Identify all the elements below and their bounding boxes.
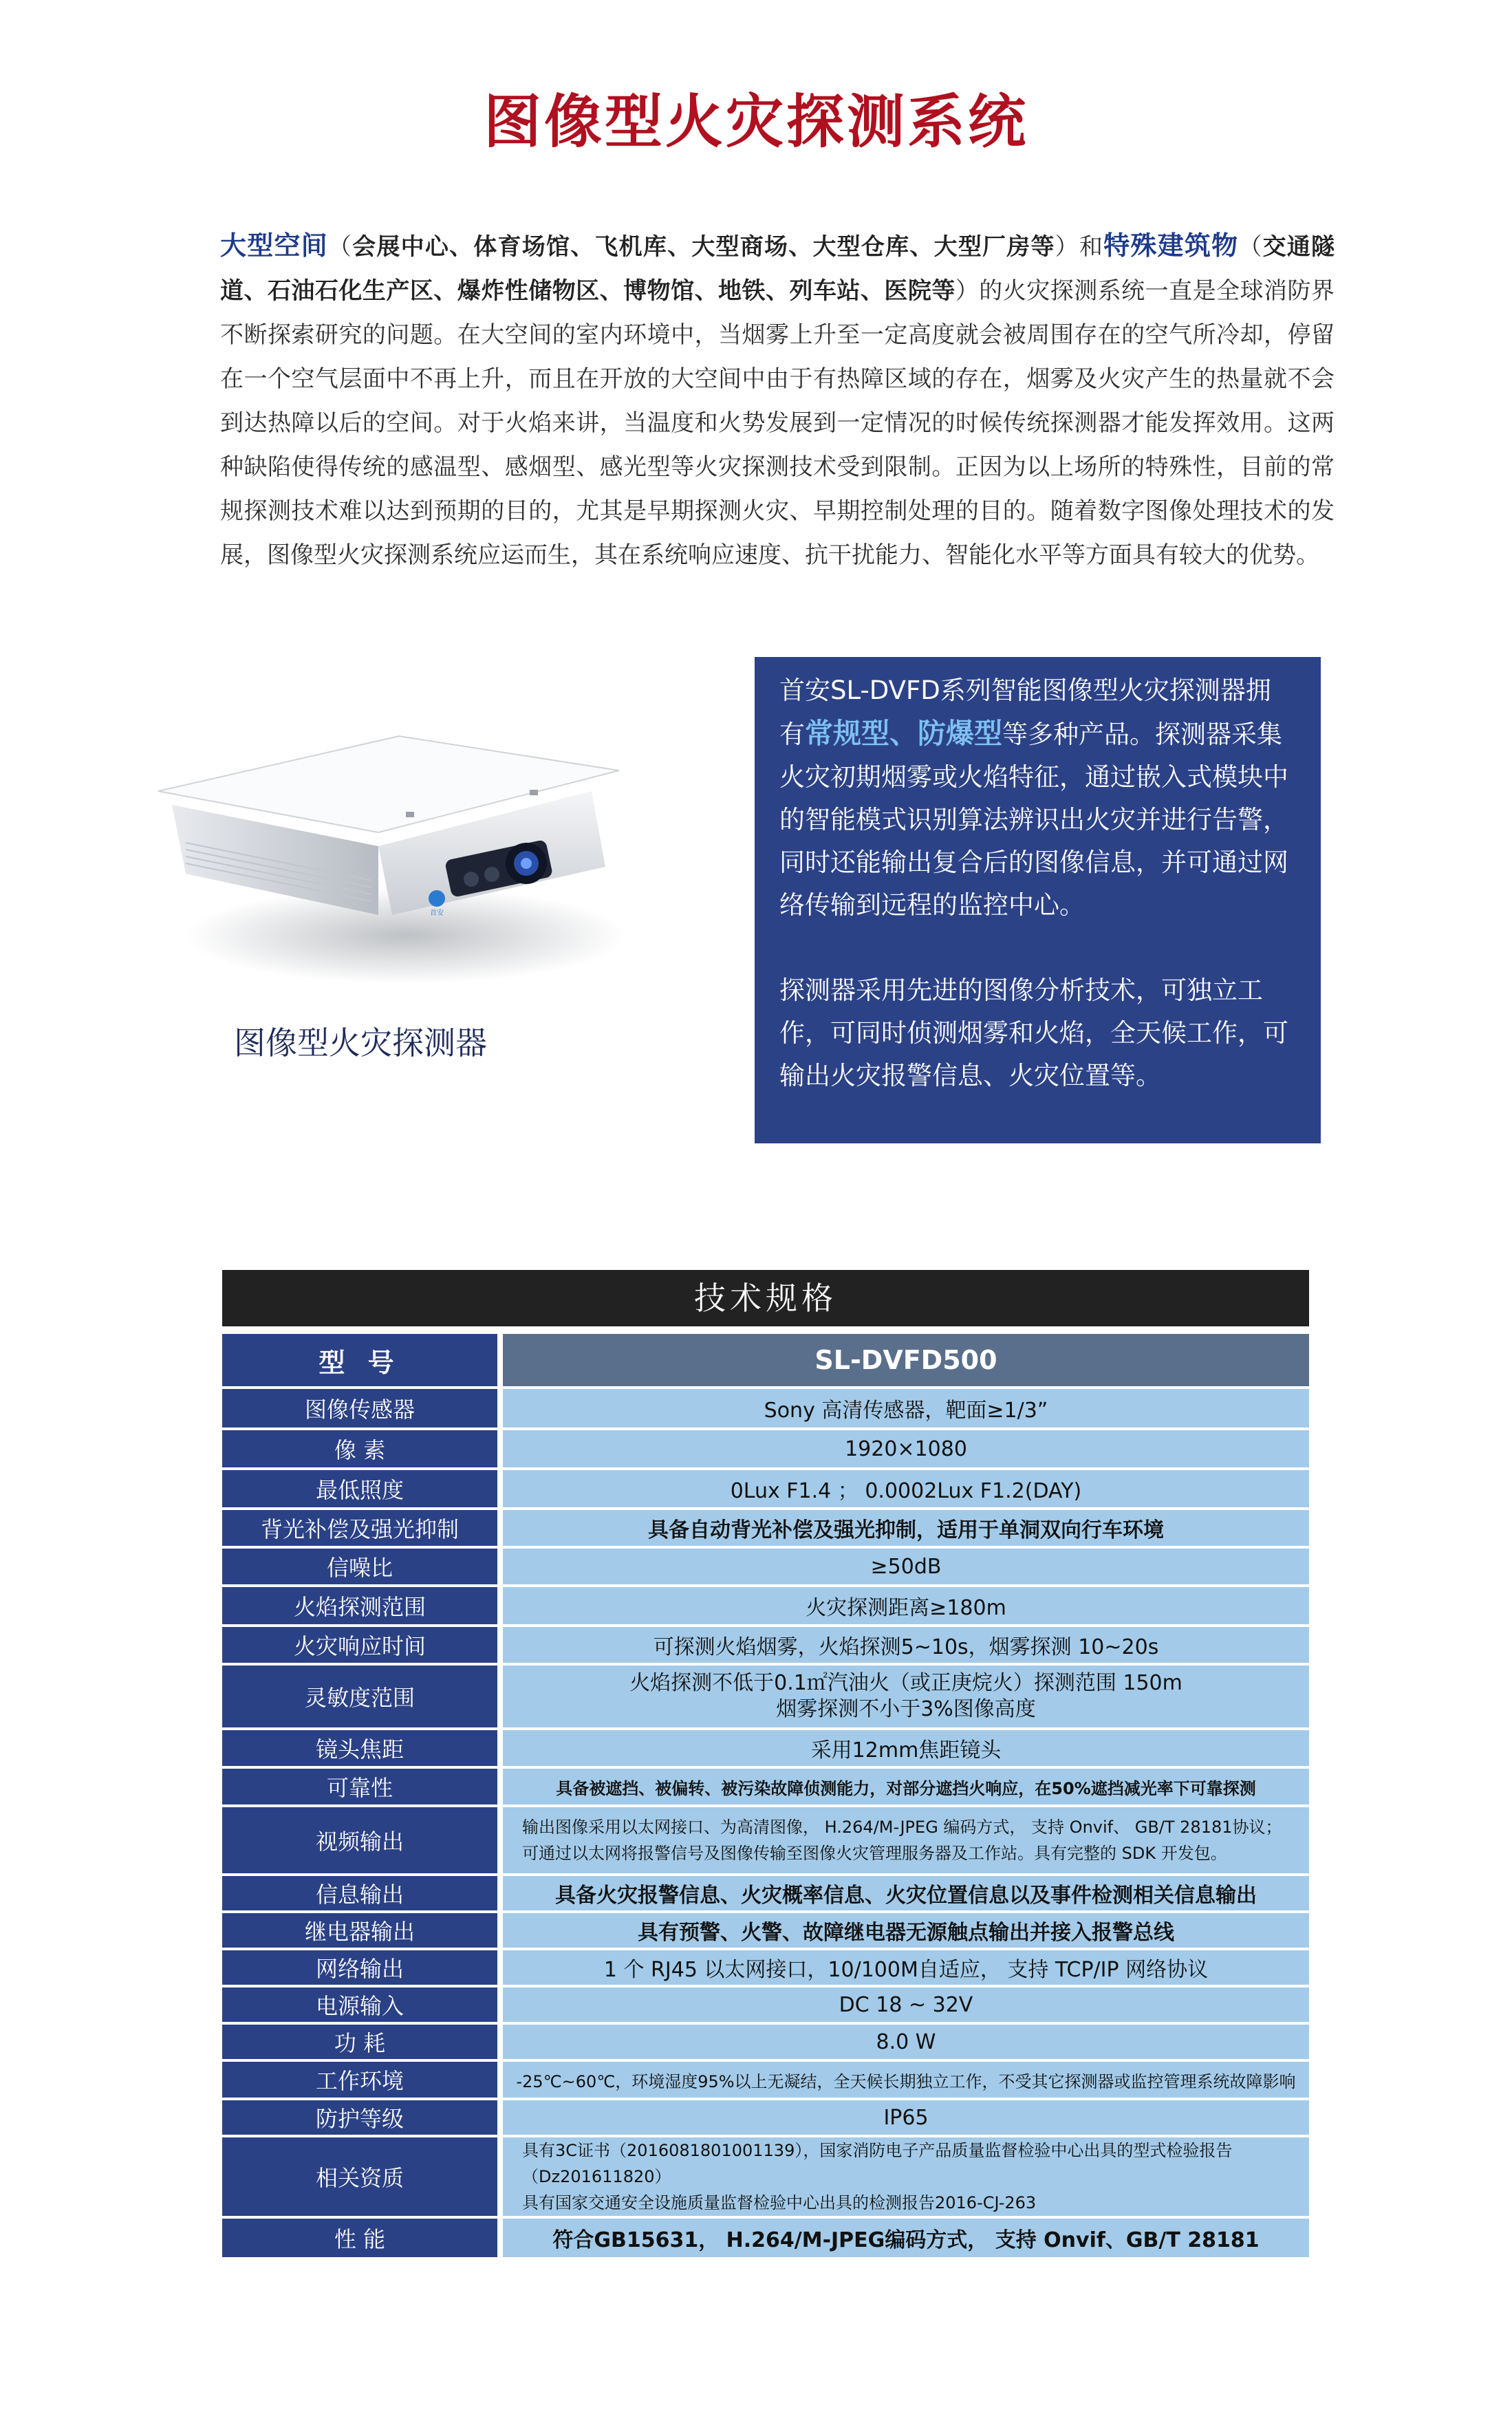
intro-paragraph: [220, 224, 1335, 577]
table-row: [222, 2137, 1309, 2216]
spec-table: [222, 1331, 1309, 2260]
intro-text: ）和: [1055, 233, 1104, 261]
spec-value: [503, 2137, 1309, 2216]
table-row: [222, 1549, 1309, 1584]
spec-value: 符合GB15631， H.264/M-JPEG编码方式， 支持 Onvif、GB/T 28181: [503, 2219, 1309, 2257]
spec-label: 火灾响应时间: [222, 1627, 503, 1663]
spec-value: 1 个 RJ45 以太网接口，10/100M自适应， 支持 TCP/IP 网络协议: [503, 1950, 1309, 1985]
spec-label: 工作环境: [222, 2062, 503, 2098]
intro-text: ）的火灾探测系统一直是全球消防界不断探索研究的问题。在大空间的室内环境中，当烟雾上升至一定高度就会被周围存在的空气所冷却，停留在一个空气层面中不再上升，而且在开放的大空间中由于有热障区域的存在，烟雾及火灾产生的热量就不会到达热障以后的空间。对于火焰来讲，当温度和火势发展到一定情况的时候传统探测器才能发挥效用。这两种缺陷使得传统的感温型、感烟型、感光型等火灾探测技术受到限制。正因为以上场所的特殊性，目前的常规探测技术难以达到预期的目的，尤其是早期探测火灾、早期控制处理的目的。随着数字图像处理技术的发展，图像型火灾探测系统应运而生，其在系统响应速度、抗干扰能力、智能化水平等方面具有较大的优势。: [220, 277, 1335, 569]
table-header-row: [222, 1334, 1309, 1386]
spec-value: 具有预警、火警、故障继电器无源触点输出并接入报警总线: [503, 1913, 1309, 1948]
spec-value: 0Lux F1.4 ； 0.0002Lux F1.2(DAY): [503, 1470, 1309, 1507]
highlight-large-space: 大型空间: [220, 230, 328, 261]
spec-value: DC 18 ~ 32V: [503, 1987, 1309, 2022]
table-row: [222, 1987, 1309, 2022]
spec-value: Sony 高清传感器，靶面≥1/3”: [503, 1389, 1309, 1427]
table-row: [222, 1389, 1309, 1427]
spec-value: ≥50dB: [503, 1549, 1309, 1584]
highlight-special-building: 特殊建筑物: [1103, 230, 1239, 261]
spec-value-line: 火焰探测不低于0.1㎡汽油火（或正庚烷火）探测范围 150m: [629, 1671, 1182, 1695]
spec-value-line: 可通过以太网将报警信号及图像传输至图像火灾管理服务器及工作站。具有完整的 SDK 开发包。: [522, 1844, 1227, 1863]
description-paragraph-1: [779, 669, 1295, 927]
spec-label: 像 素: [222, 1430, 503, 1467]
spec-value: SL-DVFD500: [503, 1334, 1309, 1386]
large-space-examples: 会展中心、体育场馆、飞机库、大型商场、大型仓库、大型厂房等: [352, 233, 1055, 261]
spec-label: 信息输出: [222, 1876, 503, 1910]
description-paragraph-2: 探测器采用先进的图像分析技术，可独立工作，可同时侦测烟雾和火焰，全天候工作，可输出火灾报警信息、火灾位置等。: [779, 976, 1288, 1090]
table-row: [222, 1627, 1309, 1663]
spec-value: -25℃~60℃，环境湿度95%以上无凝结，全天候长期独立工作，不受其它探测器或监控管理系统故障影响: [503, 2062, 1309, 2098]
spec-label: 网络输出: [222, 1950, 503, 1985]
table-row: [222, 1769, 1309, 1804]
table-row: [222, 1950, 1309, 1985]
fire-detector-camera-image: [144, 709, 640, 998]
table-row: [222, 2062, 1309, 2098]
spec-label: 背光补偿及强光抑制: [222, 1510, 503, 1546]
spec-value: 火灾探测距离≥180m: [503, 1587, 1309, 1624]
table-row: [222, 1430, 1309, 1467]
spec-value-line: 输出图像采用以太网接口、为高清图像， H.264/M-JPEG 编码方式， 支持 Onvif、 GB/T 28181协议；: [522, 1818, 1282, 1837]
spec-label: 最低照度: [222, 1470, 503, 1507]
spec-value: 可探测火焰烟雾，火焰探测5~10s，烟雾探测 10~20s: [503, 1627, 1309, 1663]
spec-label: 图像传感器: [222, 1389, 503, 1427]
spec-label: 可靠性: [222, 1769, 503, 1804]
spec-label: 镜头焦距: [222, 1730, 503, 1766]
spec-value-line: 烟雾探测不小于3%图像高度: [776, 1697, 1036, 1721]
spec-label: 防护等级: [222, 2100, 503, 2135]
table-row: [222, 1730, 1309, 1766]
table-row: [222, 2219, 1309, 2257]
table-row: [222, 1876, 1309, 1910]
desc-text: 首安SL-DVFD系列智能图像型火灾探测器拥有: [779, 676, 1271, 749]
product-description-box: [755, 657, 1321, 1143]
table-row: [222, 2025, 1309, 2059]
page-title: 图像型火灾探测系统: [483, 88, 1028, 155]
spec-value: 采用12mm焦距镜头: [503, 1730, 1309, 1766]
logo-icon: [429, 890, 445, 907]
desc-text: 等多种产品。探测器采集火灾初期烟雾或火焰特征，通过嵌入式模块中的智能模式识别算法辨识出火灾并进行告警，同时还能输出复合后的图像信息，并可通过网络传输到远程的监控中心。: [779, 720, 1288, 920]
spec-value-line: 具有国家交通安全设施质量监督检验中心出具的检测报告2016-CJ-263: [522, 2193, 1037, 2212]
table-row: [222, 1666, 1309, 1727]
intro-text: （: [1238, 233, 1263, 261]
spec-label: 继电器输出: [222, 1913, 503, 1948]
table-row: [222, 1587, 1309, 1624]
spec-label: 型 号: [222, 1334, 503, 1386]
spec-label: 信噪比: [222, 1549, 503, 1584]
spec-label: 相关资质: [222, 2137, 503, 2216]
spec-value: 具备被遮挡、被偏转、被污染故障侦测能力，对部分遮挡火响应，在50%遮挡减光率下可靠探测: [503, 1769, 1309, 1804]
spec-value: 具备自动背光补偿及强光抑制，适用于单洞双向行车环境: [503, 1510, 1309, 1546]
table-row: [222, 1807, 1309, 1873]
table-row: [222, 1510, 1309, 1546]
spec-section-header: 技术规格: [222, 1270, 1309, 1326]
spec-value: [503, 1666, 1309, 1727]
intro-text: （: [327, 233, 353, 261]
special-building-examples: 交通隧道、石油石化生产区、爆炸性储物区、博物馆、地铁、列车站、医院等: [220, 233, 1335, 305]
spec-label: 灵敏度范围: [222, 1666, 503, 1727]
table-row: [222, 1913, 1309, 1948]
spec-value: 1920×1080: [503, 1430, 1309, 1467]
logo-text: 首安: [430, 909, 444, 917]
spec-label: 视频输出: [222, 1807, 503, 1873]
spec-value: 8.0 W: [503, 2025, 1309, 2059]
spec-label: 功 耗: [222, 2025, 503, 2059]
spec-label: 电源输入: [222, 1987, 503, 2022]
spec-value: 具备火灾报警信息、火灾概率信息、火灾位置信息以及事件检测相关信息输出: [503, 1876, 1309, 1910]
spec-value: IP65: [503, 2100, 1309, 2135]
table-row: [222, 2100, 1309, 2135]
product-caption: 图像型火灾探测器: [234, 1024, 487, 1061]
spec-value: [503, 1807, 1309, 1873]
spec-label: 性 能: [222, 2219, 503, 2257]
product-types-highlight: 常规型、防爆型: [805, 717, 1002, 750]
table-row: [222, 1470, 1309, 1507]
spec-value-line: 具有3C证书（2016081801001139），国家消防电子产品质量监督检验中心出具的型式检验报告（Dz201611820）: [522, 2141, 1233, 2186]
spec-label: 火焰探测范围: [222, 1587, 503, 1624]
